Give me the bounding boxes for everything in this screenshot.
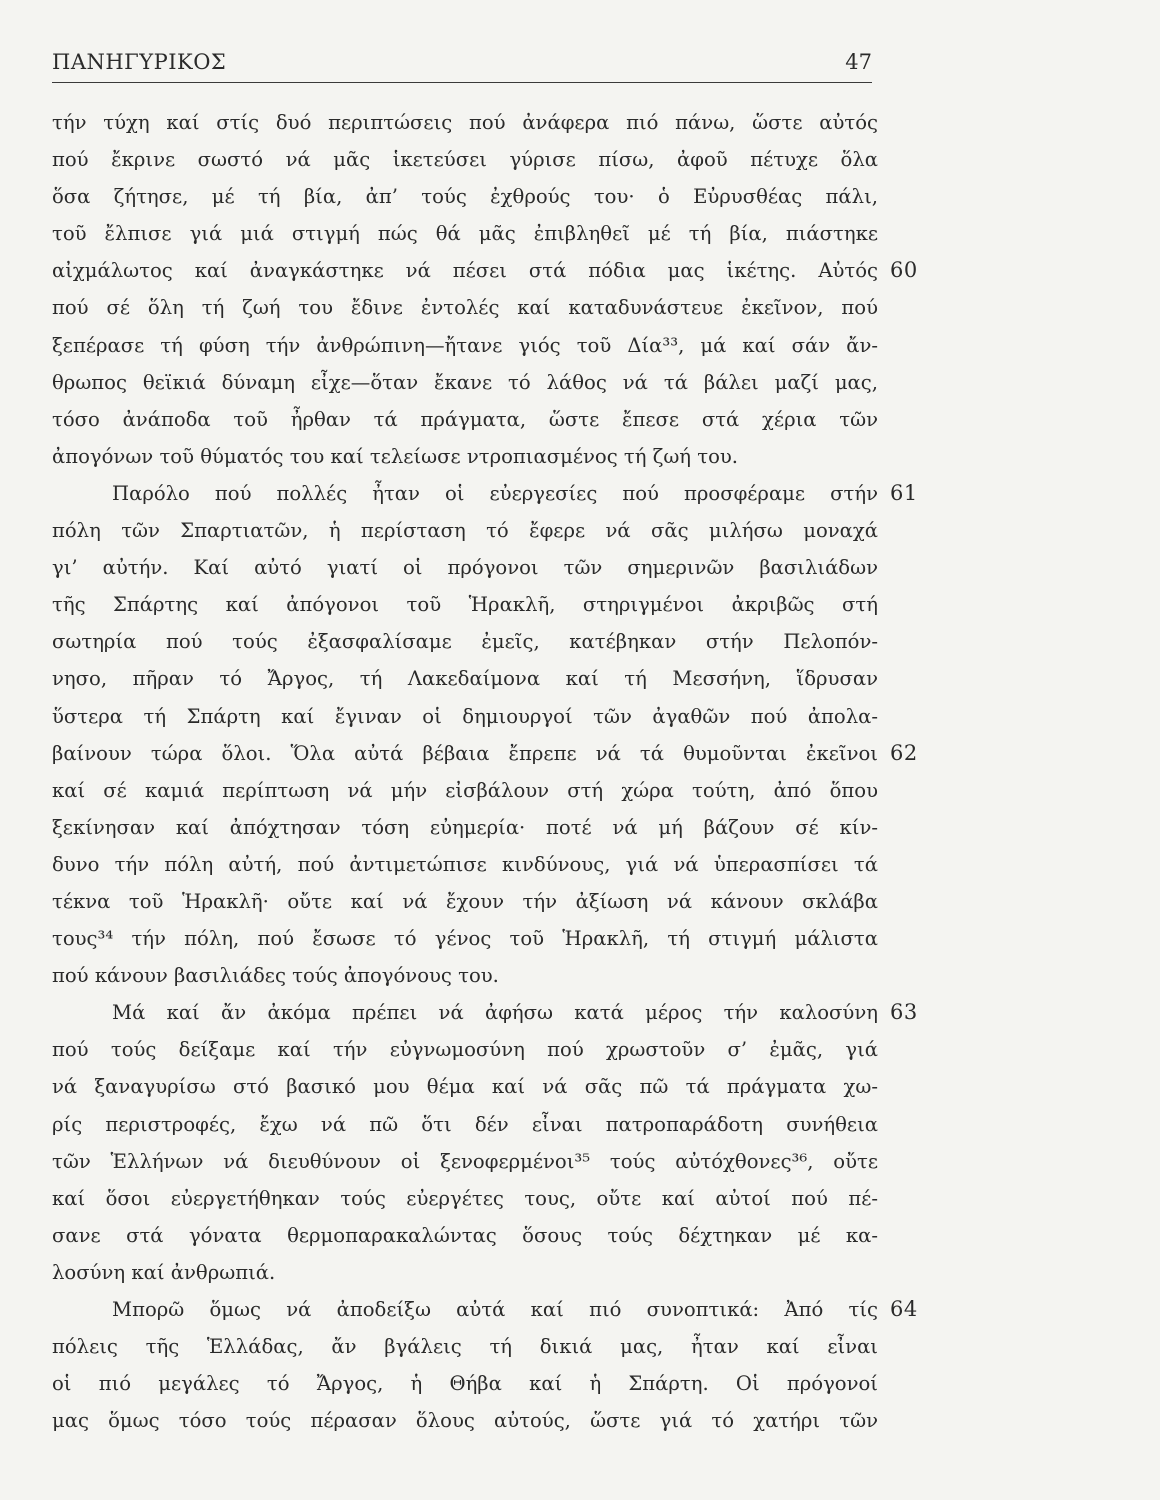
text-line-content: αἰχμάλωτος καί ἀναγκάστηκε νά πέσει στά πόδια μας ἱκέτης. Αὐτός bbox=[52, 259, 878, 283]
text-line bbox=[52, 1180, 878, 1217]
text-line bbox=[52, 1291, 918, 1328]
text-line bbox=[52, 401, 878, 438]
text-line bbox=[52, 289, 878, 326]
text-line bbox=[52, 438, 878, 475]
text-line bbox=[52, 475, 918, 512]
text-line bbox=[52, 1254, 878, 1291]
text-line-content: καί ὅσοι εὐεργετήθηκαν τούς εὐεργέτες τους, οὔτε καί αὐτοί πού πέ- bbox=[52, 1186, 878, 1210]
section-number: 64 bbox=[890, 1297, 918, 1321]
text-line bbox=[52, 1402, 878, 1439]
text-line-content: βαίνουν τώρα ὅλοι. Ὅλα αὐτά βέβαια ἔπρεπε νά τά θυμοῦνται ἐκεῖνοι bbox=[52, 741, 878, 765]
text-line-content: Μπορῶ ὅμως νά ἀποδείξω αὐτά καί πιό συνοπτικά: Ἀπό τίς bbox=[112, 1298, 878, 1321]
text-line-content: τους³⁴ τήν πόλη, πού ἔσωσε τό γένος τοῦ Ἡρακλῆ, τή στιγμή μάλιστα bbox=[52, 927, 878, 951]
text-line-content: ξεκίνησαν καί ἀπόχτησαν τόση εὐημερία· ποτέ νά μή βάζουν σέ κίν- bbox=[52, 815, 878, 839]
text-line-content: μας ὅμως τόσο τούς πέρασαν ὅλους αὐτούς, ὥστε γιά τό χατήρι τῶν bbox=[52, 1409, 878, 1433]
text-line bbox=[52, 660, 878, 697]
page-header bbox=[52, 46, 872, 83]
text-line-content: νησο, πῆραν τό Ἄργος, τή Λακεδαίμονα καί τή Μεσσήνη, ἵδρυσαν bbox=[52, 667, 878, 691]
text-line-content: σωτηρία πού τούς ἐξασφαλίσαμε ἐμεῖς, κατέβηκαν στήν Πελοπόν- bbox=[52, 630, 878, 654]
text-line-content: ξεπέρασε τή φύση τήν ἀνθρώπινη—ἤτανε γιός τοῦ Δία³³, μά καί σάν ἄν- bbox=[52, 333, 878, 357]
text-line bbox=[52, 735, 918, 772]
section-number: 63 bbox=[890, 1000, 918, 1025]
text-line bbox=[52, 846, 878, 883]
text-line bbox=[52, 104, 878, 141]
section-number: 60 bbox=[890, 258, 918, 283]
page-number: 47 bbox=[845, 50, 872, 74]
text-line-content: πόλη τῶν Σπαρτιατῶν, ἡ περίσταση τό ἔφερε νά σᾶς μιλήσω μοναχά bbox=[52, 519, 878, 543]
section-number: 62 bbox=[890, 740, 918, 765]
text-line bbox=[52, 327, 878, 364]
text-line-content: πού ἔκρινε σωστό νά μᾶς ἱκετεύσει γύρισε πίσω, ἀφοῦ πέτυχε ὅλα bbox=[52, 148, 878, 172]
text-line-content: δυνο τήν πόλη αὐτή, πού ἀντιμετώπισε κινδύνους, γιά νά ὑπερασπίσει τά bbox=[52, 852, 878, 876]
text-line-content: Παρόλο πού πολλές ἦταν οἱ εὐεργεσίες πού προσφέραμε στήν bbox=[112, 481, 878, 505]
text-line bbox=[52, 1031, 878, 1068]
text-line bbox=[52, 252, 918, 289]
running-title: ΠΑΝΗΓΥΡΙΚΟΣ bbox=[52, 50, 227, 74]
text-line bbox=[52, 549, 878, 586]
text-line bbox=[52, 883, 878, 920]
text-line-content: τοῦ ἔλπισε γιά μιά στιγμή πώς θά μᾶς ἐπιβληθεῖ μέ τή βία, πιάστηκε bbox=[52, 222, 878, 246]
text-line bbox=[52, 215, 878, 252]
text-line bbox=[52, 809, 878, 846]
text-line bbox=[52, 920, 878, 957]
text-line-content: οἱ πιό μεγάλες τό Ἄργος, ἡ Θήβα καί ἡ Σπάρτη. Οἱ πρόγονοί bbox=[52, 1372, 878, 1396]
text-line bbox=[52, 1365, 878, 1402]
text-line-content: πού κάνουν βασιλιάδες τούς ἀπογόνους του. bbox=[52, 964, 499, 988]
text-line-content: καί σέ καμιά περίπτωση νά μήν εἰσβάλουν στή χώρα τούτη, ἀπό ὅπου bbox=[52, 778, 878, 802]
text-line-content: ὅσα ζήτησε, μέ τή βία, ἀπ’ τούς ἐχθρούς του· ὁ Εὐρυσθέας πάλι, bbox=[52, 185, 878, 209]
text-line bbox=[52, 1106, 878, 1143]
text-line bbox=[52, 1068, 878, 1105]
text-line-content: πόλεις τῆς Ἑλλάδας, ἄν βγάλεις τή δικιά μας, ἦταν καί εἶναι bbox=[52, 1335, 878, 1359]
text-line-content: θρωπος θεϊκιά δύναμη εἶχε—ὅταν ἔκανε τό λάθος νά τά βάλει μαζί μας, bbox=[52, 370, 878, 394]
section-number: 61 bbox=[890, 480, 918, 505]
text-line-content: νά ξαναγυρίσω στό βασικό μου θέμα καί νά σᾶς πῶ τά πράγματα χω- bbox=[52, 1075, 878, 1099]
text-line-content: τέκνα τοῦ Ἡρακλῆ· οὔτε καί νά ἔχουν τήν ἀξίωση νά κάνουν σκλάβα bbox=[52, 889, 878, 913]
text-line-content: τῆς Σπάρτης καί ἀπόγονοι τοῦ Ἡρακλῆ, στηριγμένοι ἀκριβῶς στή bbox=[52, 593, 878, 617]
text-line bbox=[52, 1328, 878, 1365]
text-line-content: ἀπογόνων τοῦ θύματός του καί τελείωσε ντροπιασμένος τή ζωή του. bbox=[52, 444, 739, 468]
text-line bbox=[52, 1143, 878, 1180]
text-line-content: ὕστερα τή Σπάρτη καί ἔγιναν οἱ δημιουργοί τῶν ἀγαθῶν πού ἀπολα- bbox=[52, 704, 878, 728]
text-line bbox=[52, 994, 918, 1031]
text-line-content: λοσύνη καί ἀνθρωπιά. bbox=[52, 1260, 276, 1284]
text-line bbox=[52, 364, 878, 401]
text-line bbox=[52, 141, 878, 178]
text-line bbox=[52, 586, 878, 623]
text-line-content: τήν τύχη καί στίς δυό περιπτώσεις πού ἀνάφερα πιό πάνω, ὥστε αὐτός bbox=[52, 111, 878, 134]
text-line-content: Μά καί ἄν ἀκόμα πρέπει νά ἀφήσω κατά μέρος τήν καλοσύνη bbox=[112, 1001, 878, 1025]
text-line bbox=[52, 178, 878, 215]
body-text bbox=[52, 104, 918, 1439]
text-line-content: τῶν Ἑλλήνων νά διευθύνουν οἱ ξενοφερμένοι³⁵ τούς αὐτόχθονες³⁶, οὔτε bbox=[52, 1149, 878, 1173]
text-line bbox=[52, 772, 878, 809]
text-line-content: τόσο ἀνάποδα τοῦ ἦρθαν τά πράγματα, ὥστε ἔπεσε στά χέρια τῶν bbox=[52, 407, 878, 431]
text-line bbox=[52, 623, 878, 660]
text-line bbox=[52, 512, 878, 549]
text-line-content: ρίς περιστροφές, ἔχω νά πῶ ὅτι δέν εἶναι πατροπαράδοτη συνήθεια bbox=[52, 1112, 878, 1136]
text-line-content: σανε στά γόνατα θερμοπαρακαλώντας ὅσους τούς δέχτηκαν μέ κα- bbox=[52, 1223, 878, 1247]
text-line bbox=[52, 698, 878, 735]
text-line-content: πού σέ ὅλη τή ζωή του ἔδινε ἐντολές καί καταδυνάστευε ἐκεῖνον, πού bbox=[52, 296, 878, 320]
text-line-content: πού τούς δείξαμε καί τήν εὐγνωμοσύνη πού χρωστοῦν σ’ ἐμᾶς, γιά bbox=[52, 1038, 878, 1062]
text-line bbox=[52, 1217, 878, 1254]
text-line-content: γι’ αὐτήν. Καί αὐτό γιατί οἱ πρόγονοι τῶν σημερινῶν βασιλιάδων bbox=[52, 556, 878, 580]
text-line bbox=[52, 957, 878, 994]
